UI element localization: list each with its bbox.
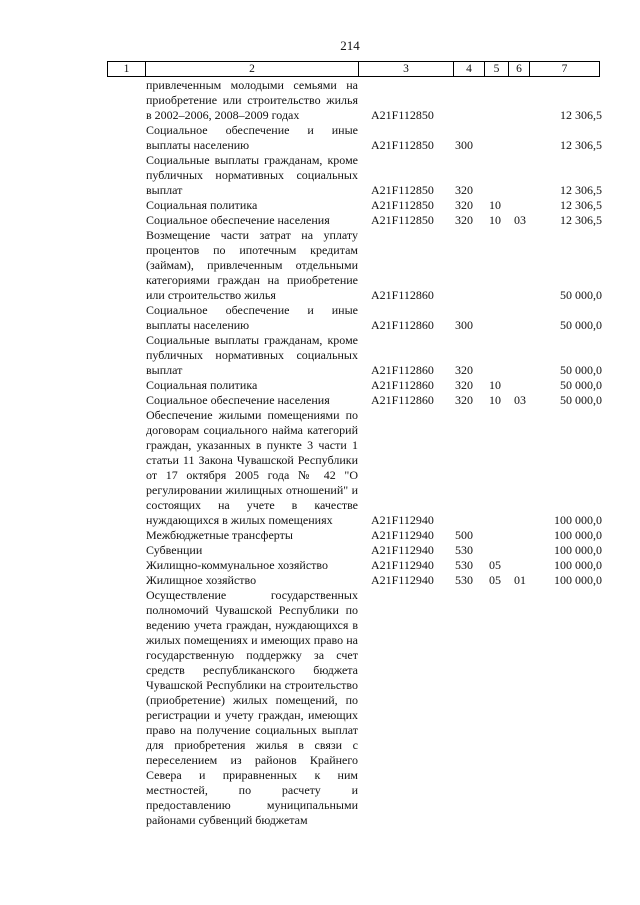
column-header-4: 4 xyxy=(454,62,485,76)
row-amount: 100 000,0 xyxy=(554,528,602,542)
row-target-code: А21F112860 xyxy=(371,288,434,302)
row-description: Социальное обеспечение и иные выплаты населению xyxy=(146,303,358,332)
row-target-code: А21F112850 xyxy=(371,138,434,152)
table-row xyxy=(0,123,640,153)
row-amount: 50 000,0 xyxy=(560,363,602,377)
table-row xyxy=(0,528,640,543)
row-expense-type: 530 xyxy=(455,558,473,572)
column-header-3: 3 xyxy=(359,62,454,76)
row-subsection: 03 xyxy=(514,393,526,407)
row-amount: 100 000,0 xyxy=(554,573,602,587)
row-amount: 12 306,5 xyxy=(560,213,602,227)
row-target-code: А21F112940 xyxy=(371,558,434,572)
table-row xyxy=(0,408,640,528)
row-target-code: А21F112850 xyxy=(371,198,434,212)
row-amount: 50 000,0 xyxy=(560,378,602,392)
table-row xyxy=(0,378,640,393)
column-header-6: 6 xyxy=(509,62,530,76)
row-amount: 100 000,0 xyxy=(554,543,602,557)
table-row xyxy=(0,393,640,408)
row-target-code: А21F112860 xyxy=(371,378,434,392)
row-description: Социальное обеспечение населения xyxy=(146,213,330,227)
table-row xyxy=(0,78,640,123)
row-expense-type: 500 xyxy=(455,528,473,542)
row-description: Обеспечение жилыми помещениями по договорам социального найма категорий граждан, указанных в пункте 3 части 1 статьи 11 Закона Чувашской Республики от 17 октября 2005 года № 42 "О регулировании жилищных отношений" и состоящих на учете в качестве нуждающихся в жилых помещениях xyxy=(146,408,358,527)
row-amount: 50 000,0 xyxy=(560,318,602,332)
row-description: Жилищно-коммунальное хозяйство xyxy=(146,558,329,572)
table-row xyxy=(0,198,640,213)
row-description: Социальное обеспечение и иные выплаты населению xyxy=(146,123,358,152)
row-section: 10 xyxy=(489,393,501,407)
column-header-7: 7 xyxy=(561,63,568,75)
row-section: 05 xyxy=(489,558,501,572)
row-description: Социальные выплаты гражданам, кроме публичных нормативных социальных выплат xyxy=(146,333,358,377)
row-target-code: А21F112940 xyxy=(371,528,434,542)
row-expense-type: 530 xyxy=(455,543,473,557)
column-header-2: 2 xyxy=(146,62,359,76)
row-description: Социальное обеспечение населения xyxy=(146,393,330,407)
row-section: 10 xyxy=(489,213,501,227)
row-target-code: А21F112850 xyxy=(371,183,434,197)
row-expense-type: 300 xyxy=(455,138,473,152)
row-expense-type: 530 xyxy=(455,573,473,587)
table-row xyxy=(0,153,640,198)
row-expense-type: 320 xyxy=(455,378,473,392)
row-amount: 12 306,5 xyxy=(560,138,602,152)
row-target-code: А21F112940 xyxy=(371,513,434,527)
table-row xyxy=(0,573,640,588)
row-amount: 12 306,5 xyxy=(560,183,602,197)
row-description: Субвенции xyxy=(146,543,203,557)
table-body xyxy=(0,78,640,828)
column-header-5: 5 xyxy=(485,62,509,76)
row-section: 10 xyxy=(489,378,501,392)
row-target-code: А21F112940 xyxy=(371,573,434,587)
table-row xyxy=(0,303,640,333)
column-header-1: 1 xyxy=(108,62,146,76)
row-section: 05 xyxy=(489,573,501,587)
row-amount: 50 000,0 xyxy=(560,393,602,407)
row-description: Социальная политика xyxy=(146,378,258,392)
row-expense-type: 300 xyxy=(455,318,473,332)
row-target-code: А21F112860 xyxy=(371,363,434,377)
row-description: привлеченным молодыми семьями на приобретение или строительство жилья в 2002–2006, 2008–2009 годах xyxy=(146,78,358,122)
row-target-code: А21F112850 xyxy=(371,213,434,227)
row-expense-type: 320 xyxy=(455,198,473,212)
table-row xyxy=(0,228,640,303)
row-expense-type: 320 xyxy=(455,363,473,377)
table-row xyxy=(0,588,640,828)
row-description: Возмещение части затрат на уплату процентов по ипотечным кредитам (займам), привлеченным отдельными категориями граждан на приобретение или строительство жилья xyxy=(146,228,358,302)
row-description: Межбюджетные трансферты xyxy=(146,528,293,542)
row-amount: 12 306,5 xyxy=(560,198,602,212)
row-expense-type: 320 xyxy=(455,393,473,407)
table-row xyxy=(0,213,640,228)
row-target-code: А21F112860 xyxy=(371,393,434,407)
row-amount: 50 000,0 xyxy=(560,288,602,302)
row-description: Осуществление государственных полномочий Чувашской Республики по ведению учета граждан, нуждающихся в жилых помещениях и имеющих право на государственную поддержку за счет средств республиканского бюджета Чувашской Республики на строительство (приобретение) жилых помещений, по регистрации и учету граждан, имеющих право на получение социальных выплат для приобретения жилья в связи с переселением из районов Крайнего Севера и приравненных к ним местностей, по расчету и предоставлению муниципальными районами субвенций бюджетам xyxy=(146,588,358,827)
row-subsection: 01 xyxy=(514,573,526,587)
row-target-code: А21F112940 xyxy=(371,543,434,557)
row-description: Жилищное хозяйство xyxy=(146,573,257,587)
row-expense-type: 320 xyxy=(455,213,473,227)
row-amount: 100 000,0 xyxy=(554,513,602,527)
table-row xyxy=(0,543,640,558)
row-description: Социальная политика xyxy=(146,198,258,212)
table-header xyxy=(107,61,600,77)
row-amount: 100 000,0 xyxy=(554,558,602,572)
page-number: 214 xyxy=(340,38,360,53)
table-row xyxy=(0,558,640,573)
row-section: 10 xyxy=(489,198,501,212)
table-row xyxy=(0,333,640,378)
row-amount: 12 306,5 xyxy=(560,108,602,122)
row-subsection: 03 xyxy=(514,213,526,227)
row-target-code: А21F112850 xyxy=(371,108,434,122)
row-expense-type: 320 xyxy=(455,183,473,197)
row-target-code: А21F112860 xyxy=(371,318,434,332)
row-description: Социальные выплаты гражданам, кроме публичных нормативных социальных выплат xyxy=(146,153,358,197)
